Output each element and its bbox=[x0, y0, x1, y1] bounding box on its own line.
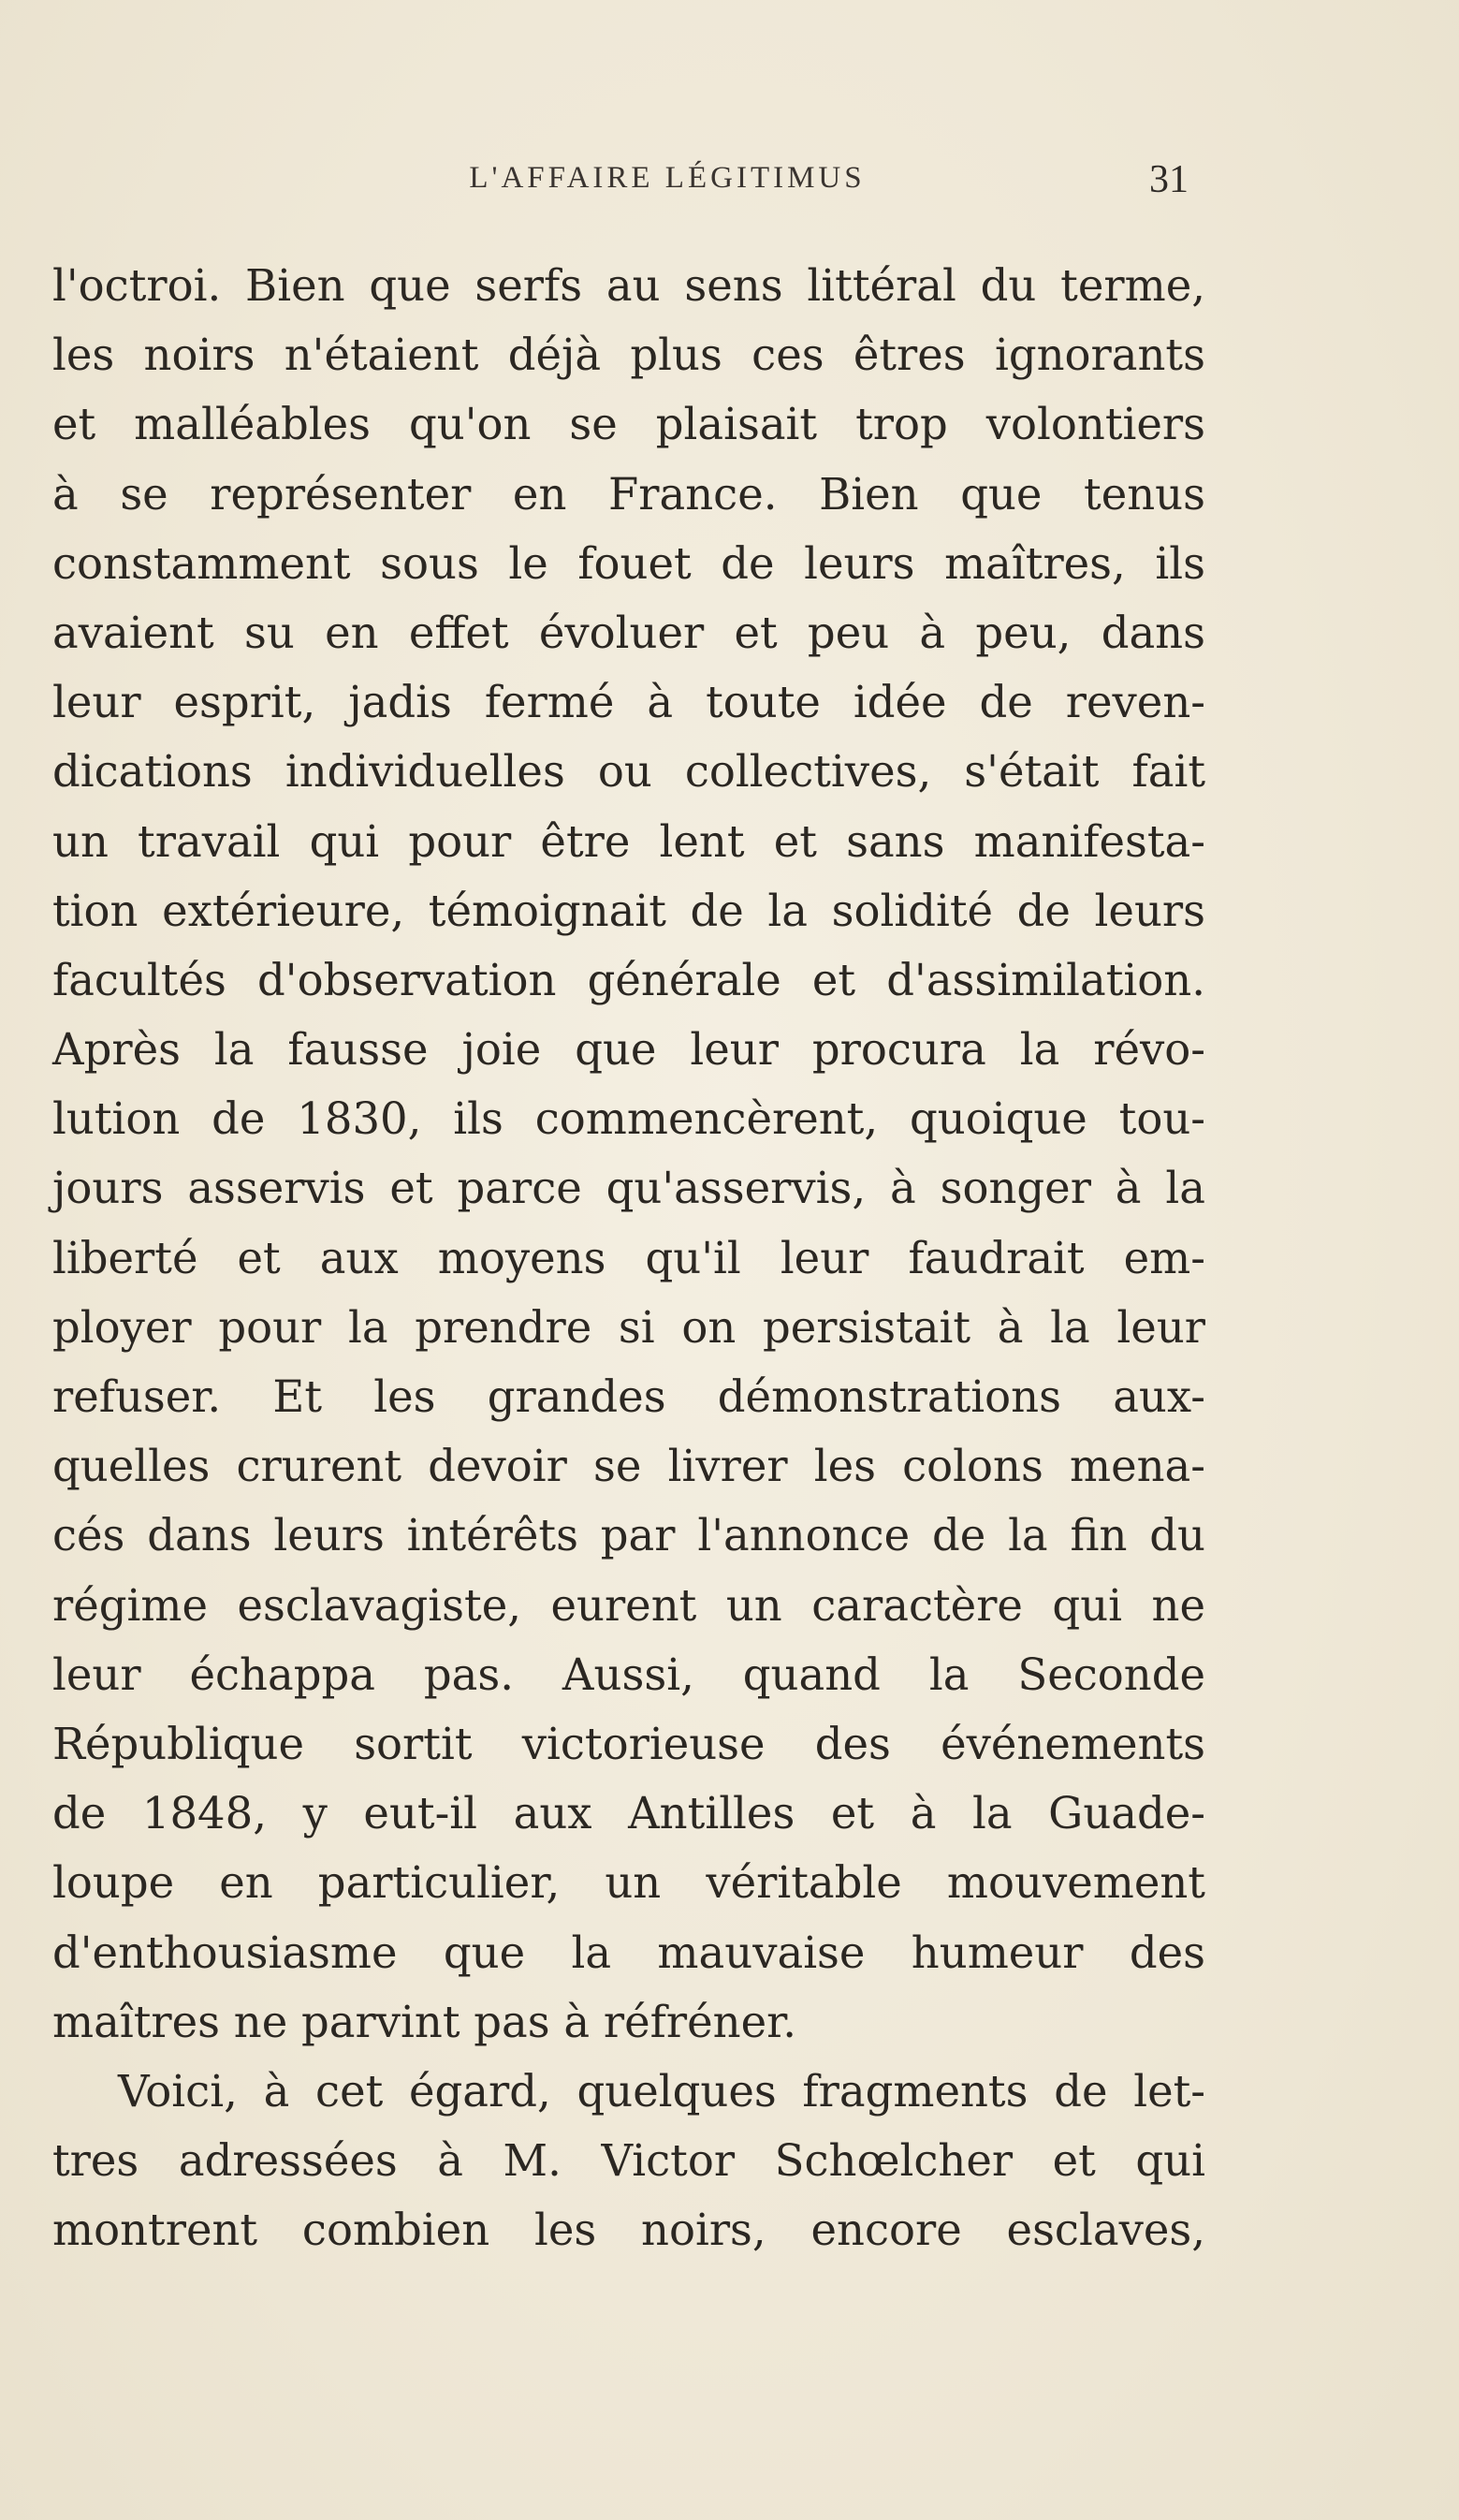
running-title: L'AFFAIRE LÉGITIMUS bbox=[469, 161, 866, 195]
text-line: quelles crurent devoir se livrer les colons mena- bbox=[52, 1441, 1205, 1492]
text-line: leur esprit, jadis fermé à toute idée de reven- bbox=[52, 677, 1205, 728]
text-line: montrent combien les noirs, encore esclaves, bbox=[52, 2205, 1205, 2256]
text-line: tres adressées à M. Victor Schœlcher et qui bbox=[52, 2135, 1205, 2187]
text-line-paragraph-start: Voici, à cet égard, quelques fragments de let- bbox=[118, 2065, 1205, 2117]
running-head bbox=[52, 158, 1207, 217]
text-line: cés dans leurs intérêts par l'annonce de la fin du bbox=[52, 1510, 1205, 1561]
text-line: avaient su en effet évoluer et peu à peu, dans bbox=[52, 607, 1205, 658]
text-line: leur échappa pas. Aussi, quand la Seconde bbox=[52, 1648, 1205, 1700]
text-line: tion extérieure, témoignait de la solidité de leurs bbox=[52, 885, 1205, 936]
text-line: dications individuelles ou collectives, s'était fait bbox=[52, 746, 1205, 798]
text-line: loupe en particulier, un véritable mouvement bbox=[52, 1857, 1205, 1909]
text-line-paragraph-end: maîtres ne parvint pas à réfréner. bbox=[52, 1996, 796, 2047]
text-line: l'octroi. Bien que serfs au sens littéral du terme, bbox=[52, 260, 1205, 311]
text-line: jours asservis et parce qu'asservis, à songer à la bbox=[52, 1163, 1205, 1214]
text-line: refuser. Et les grandes démonstrations aux- bbox=[52, 1371, 1205, 1422]
text-line: Après la fausse joie que leur procura la révo- bbox=[52, 1024, 1205, 1076]
text-line: République sortit victorieuse des événements bbox=[52, 1718, 1205, 1769]
text-line: d'enthousiasme que la mauvaise humeur des bbox=[52, 1927, 1205, 1978]
text-line: à se représenter en France. Bien que tenus bbox=[52, 468, 1205, 520]
text-line: lution de 1830, ils commencèrent, quoique tou- bbox=[52, 1093, 1205, 1145]
text-line: ployer pour la prendre si on persistait à la leur bbox=[52, 1301, 1205, 1353]
text-line: les noirs n'étaient déjà plus ces êtres ignorants bbox=[52, 330, 1205, 381]
page-number: 31 bbox=[1149, 158, 1189, 201]
body-text bbox=[52, 251, 1205, 2264]
text-line: un travail qui pour être lent et sans manifesta- bbox=[52, 815, 1205, 867]
text-line: liberté et aux moyens qu'il leur faudrait em- bbox=[52, 1232, 1205, 1283]
text-line: de 1848, y eut-il aux Antilles et à la Guade- bbox=[52, 1788, 1205, 1839]
text-line: facultés d'observation générale et d'assimilation. bbox=[52, 954, 1205, 1005]
text-line: régime esclavagiste, eurent un caractère qui ne bbox=[52, 1579, 1205, 1631]
text-line: constamment sous le fouet de leurs maîtres, ils bbox=[52, 537, 1205, 589]
text-line: et malléables qu'on se plaisait trop volontiers bbox=[52, 399, 1205, 450]
